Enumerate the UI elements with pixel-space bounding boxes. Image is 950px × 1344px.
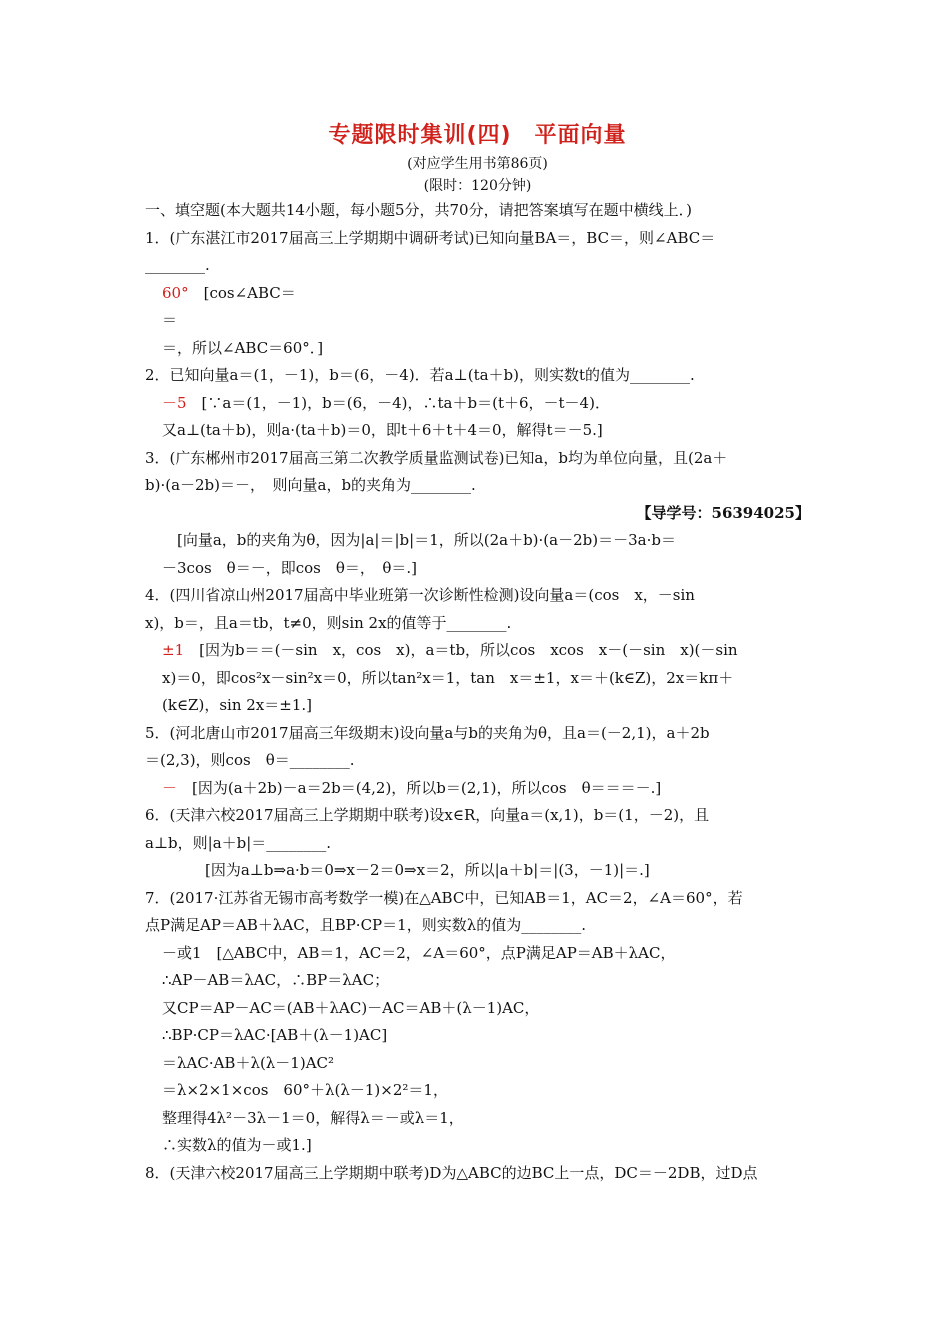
line-text: －或1 [△ABC中，AB＝1，AC＝2，∠A＝60°，点P满足AP＝AB＋λAC， [162,943,676,962]
text-line [145,252,810,280]
line-text: 2．已知向量a＝(1，－1)，b＝(6，－4)．若a⊥(ta＋b)，则实数t的值为________. [145,366,695,384]
line-text: [因为b＝＝(－sin x，cos x)，a＝tb，所以cos xcos x－(－sin x)(－sin [184,641,738,659]
text-line [145,445,810,473]
text-line [145,885,810,913]
line-text: [cos∠ABC＝ [188,283,296,302]
text-line [145,912,810,940]
text-line [145,555,810,583]
text-line [145,1105,810,1133]
text-line [145,1050,810,1078]
line-text: 8．(天津六校2017届高三上学期期中联考)D为△ABC的边BC上一点，DC＝－2DB，过D点 [145,1163,758,1182]
line-text: 【导学号：56394025】 [636,503,810,522]
line-text: [因为a⊥b⇒a·b＝0⇒x－2＝0⇒x＝2，所以|a＋b|＝|(3，－1)|＝.] [205,861,650,879]
line-text: 1．(广东湛江市2017届高三上学期期中调研考试)已知向量BA＝，BC＝，则∠ABC＝ [145,228,716,247]
line-text: ＝ [162,311,178,329]
line-text: ∴实数λ的值为－或1.] [162,1136,312,1154]
text-line [145,1132,810,1160]
time-limit: (限时：120分钟) [423,178,532,194]
text-line [145,390,810,418]
text-line [145,830,810,858]
text-line [145,995,810,1023]
text-line [145,940,810,968]
line-text: ________. [145,256,210,274]
line-text: [因为(a＋2b)－a＝2b＝(4,2)，所以b＝(2,1)，所以cos θ＝＝＝－.] [177,778,662,797]
line-text: ＝(2,3)，则cos θ＝________. [145,751,355,769]
line-text: x)＝0，即cos²x－sin²x＝0，所以tan²x＝1，tan x＝±1，x＝＋(k∈Z)，2x＝kπ＋ [162,668,734,687]
text-line [145,692,810,720]
line-text: (k∈Z)，sin 2x＝±1.] [162,696,312,714]
line-text: 6．(天津六校2017届高三上学期期中联考)设x∈R，向量a＝(x,1)，b＝(1，－2)，且 [145,806,710,824]
text-line [145,747,810,775]
answer-text: ±1 [162,641,185,659]
text-line [145,610,810,638]
book-page-reference: (对应学生用书第86页) [407,156,548,172]
text-line [145,527,810,555]
text-line [145,417,810,445]
text-line [145,967,810,995]
line-text: 又a⊥(ta＋b)，则a·(ta＋b)＝0，即t＋6＋t＋4＝0，解得t＝－5.] [162,421,603,439]
line-text: 点P满足AP＝AB＋λAC，且BP·CP＝1，则实数λ的值为________. [145,916,586,934]
text-line [145,1022,810,1050]
text-line [145,802,810,830]
line-text: ∴BP·CP＝λAC·[AB＋(λ－1)AC] [162,1026,388,1044]
line-text: ＝λ×2×1×cos 60°＋λ(λ－1)×2²＝1， [162,1081,448,1099]
document-body [145,225,810,1188]
line-text: b)·(a－2b)＝－， 则向量a，b的夹角为________. [145,476,476,494]
line-text: ∴AP－AB＝λAC，∴BP＝λAC； [162,971,390,989]
answer-text: － [162,778,178,797]
line-text: 又CP＝AP－AC＝(AB＋λAC)－AC＝AB＋(λ－1)AC， [162,998,540,1017]
text-line [145,280,810,308]
line-text: [∵a＝(1，－1)，b＝(6，－4)，∴ta＋b＝(t＋6，－t－4)． [186,393,610,412]
document-title: 专题限时集训(四) 平面向量 [328,123,627,148]
text-line [145,225,810,253]
text-line [145,1077,810,1105]
line-text: ＝λAC·AB＋λ(λ－1)AC² [162,1053,335,1072]
text-line [145,775,810,803]
line-text: 3．(广东郴州市2017届高三第二次教学质量监测试卷)已知a，b均为单位向量，且(2a＋ [145,448,728,467]
line-text: a⊥b，则|a＋b|＝________. [145,833,332,852]
text-line [145,582,810,610]
document-page [145,118,810,1187]
line-text: 整理得4λ²－3λ－1＝0，解得λ＝－或λ＝1， [162,1108,464,1127]
text-line [145,637,810,665]
text-line [145,857,810,885]
line-text: 7．(2017·江苏省无锡市高考数学一模)在△ABC中，已知AB＝1，AC＝2，∠A＝60°，若 [145,888,743,907]
line-text: x)，b＝，且a＝tb，t≠0，则sin 2x的值等于________. [145,613,512,632]
section-heading: 一、填空题(本大题共14小题，每小题5分，共70分，请把答案填写在题中横线上．) [145,201,692,219]
line-text: [向量a，b的夹角为θ，因为|a|＝|b|＝1，所以(2a＋b)·(a－2b)＝－3a·b＝ [162,531,676,549]
text-line [145,720,810,748]
guide-number [145,500,810,528]
text-line [145,362,810,390]
answer-text: －5 [162,393,187,412]
line-text: 5．(河北唐山市2017届高三年级期末)设向量a与b的夹角为θ，且a＝(－2,1)，a＋2b [145,723,710,742]
line-text: －3cos θ＝－，即cos θ＝， θ＝.] [162,558,418,577]
text-line [145,307,810,335]
answer-text: 60° [162,283,189,302]
text-line [145,1160,810,1188]
text-line [145,472,810,500]
line-text: ＝，所以∠ABC＝60°．] [162,338,324,357]
line-text: 4．(四川省凉山州2017届高中毕业班第一次诊断性检测)设向量a＝(cos x，－sin [145,586,695,604]
text-line [145,335,810,363]
text-line [145,665,810,693]
